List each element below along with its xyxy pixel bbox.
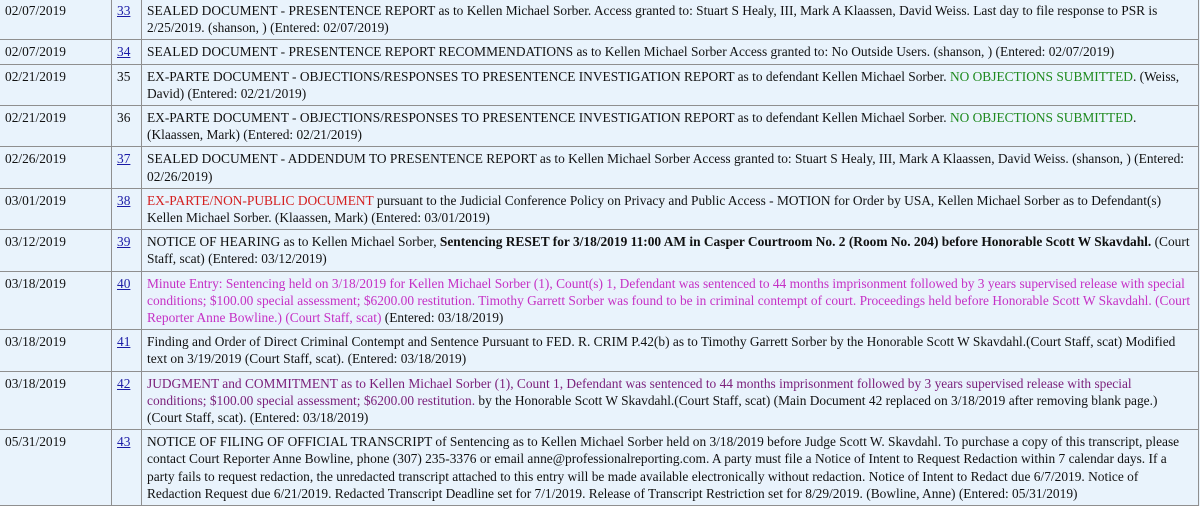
docket-row — [0, 188, 1199, 229]
docket-text-segment: SEALED DOCUMENT - PRESENTENCE REPORT RECOMMENDATIONS as to Kellen Michael Sorber Access granted to: No Outside Users. (shanson, ) (Entered: 02/07/2019) — [147, 44, 1115, 60]
document-number-link[interactable]: 42 — [117, 375, 131, 391]
entry-date: 03/18/2019 — [0, 271, 112, 330]
docket-row — [0, 0, 1199, 40]
entry-date: 03/18/2019 — [0, 371, 112, 430]
entry-date: 03/18/2019 — [0, 330, 112, 371]
entry-number-cell — [112, 64, 142, 105]
docket-row — [0, 147, 1199, 188]
entry-date: 02/07/2019 — [0, 40, 112, 64]
document-number: 35 — [117, 68, 131, 84]
docket-row — [0, 271, 1199, 330]
docket-row — [0, 230, 1199, 271]
entry-date: 02/21/2019 — [0, 106, 112, 147]
docket-text-segment: JUDGMENT and COMMITMENT as to Kellen Michael Sorber (1), Count 1, Defendant was sentenced to 44 months imprisonment followed by 3 years supervised release with special conditions; $100.00 special assessment; $6200.00 restitution. — [147, 375, 1132, 408]
docket-row — [0, 64, 1199, 105]
docket-row — [0, 40, 1199, 64]
entry-number-cell — [112, 271, 142, 330]
document-number-link[interactable]: 41 — [117, 334, 131, 350]
docket-text-segment: . (Weiss, David) (Entered: 02/21/2019) — [147, 68, 1180, 101]
document-number: 36 — [117, 110, 131, 126]
docket-text-segment: Minute Entry: Sentencing held on 3/18/2019 for Kellen Michael Sorber (1), Count(s) 1, Defendant was sentenced to 44 months imprisonment followed by 3 years supervised release with special conditions; $100.00 special assessment; $6200.00 restitution. Timothy Garrett Sorber was found to be in criminal contempt of court. Proceedings held before Honorable Scott W Skavdahl. (Court Reporter Anne Bowline.) (Court Staff, scat) — [147, 275, 1191, 326]
entry-date: 02/26/2019 — [0, 147, 112, 188]
docket-row — [0, 371, 1199, 430]
docket-text-segment: SEALED DOCUMENT - PRESENTENCE REPORT as to Kellen Michael Sorber. Access granted to: Stuart S Healy, III, Mark A Klaassen, David Weiss. Last day to file response to PSR is 2/25/2019. (shanson, ) (Entered: 02/07/2019) — [147, 3, 1158, 36]
docket-text-segment: . (Klaassen, Mark) (Entered: 02/21/2019) — [147, 110, 1137, 143]
docket-text — [142, 330, 1199, 371]
docket-text-segment: EX-PARTE/NON-PUBLIC DOCUMENT — [147, 192, 374, 208]
docket-text-segment: Finding and Order of Direct Criminal Contempt and Sentence Pursuant to FED. R. CRIM P.42(b) as to Timothy Garrett Sorber by the Honorable Scott W Skavdahl.(Court Staff, scat) Modified text on 3/19/2019 (Court Staff, scat). (Entered: 03/18/2019) — [147, 334, 1176, 367]
entry-number-cell — [112, 0, 142, 40]
docket-text — [142, 371, 1199, 430]
docket-text — [142, 40, 1199, 64]
docket-text — [142, 430, 1199, 506]
docket-text-segment: (Entered: 03/18/2019) — [381, 310, 504, 326]
docket-text-segment: (Court Staff, scat) (Entered: 03/12/2019) — [147, 234, 1190, 267]
entry-number-cell — [112, 40, 142, 64]
document-number-link[interactable]: 34 — [117, 44, 131, 60]
entry-number-cell — [112, 430, 142, 506]
entry-number-cell — [112, 188, 142, 229]
entry-date: 03/01/2019 — [0, 188, 112, 229]
docket-text-segment: NOTICE OF FILING OF OFFICIAL TRANSCRIPT of Sentencing as to Kellen Michael Sorber held on 3/18/2019 before Judge Scott W. Skavdahl. To purchase a copy of this transcript, please contact Court Reporter Anne Bowline, phone (307) 235-3376 or email anne@professionalreporting.com. A party must file a Notice of Intent to Request Redaction within 7 calendar days. If a party fails to request redaction, the unredacted transcript attached to this entry will be made available electronically without redaction. Notice of Intent to Redact due 6/7/2019. Notice of Redaction Request due 6/21/2019. Redacted Transcript Deadline set for 7/1/2019. Release of Transcript Restriction set for 8/29/2019. (Bowline, Anne) (Entered: 05/31/2019) — [147, 434, 1180, 501]
document-number-link[interactable]: 43 — [117, 434, 131, 450]
docket-text — [142, 271, 1199, 330]
entry-number-cell — [112, 330, 142, 371]
docket-text-segment: EX-PARTE DOCUMENT - OBJECTIONS/RESPONSES TO PRESENTENCE INVESTIGATION REPORT as to defendant Kellen Michael Sorber. — [147, 110, 950, 126]
docket-text-segment: NO OBJECTIONS SUBMITTED — [949, 68, 1133, 84]
docket-text — [142, 147, 1199, 188]
docket-text — [142, 64, 1199, 105]
entry-date: 03/12/2019 — [0, 230, 112, 271]
document-number-link[interactable]: 38 — [117, 192, 131, 208]
docket-text-segment: EX-PARTE DOCUMENT - OBJECTIONS/RESPONSES TO PRESENTENCE INVESTIGATION REPORT as to defendant Kellen Michael Sorber. — [147, 68, 950, 84]
document-number-link[interactable]: 40 — [117, 275, 131, 291]
entry-number-cell — [112, 147, 142, 188]
docket-text — [142, 230, 1199, 271]
entry-number-cell — [112, 106, 142, 147]
document-number-link[interactable]: 33 — [117, 3, 131, 18]
entry-date: 05/31/2019 — [0, 430, 112, 506]
entry-number-cell — [112, 371, 142, 430]
entry-date: 02/07/2019 — [0, 0, 112, 40]
entry-date: 02/21/2019 — [0, 64, 112, 105]
docket-text-segment: NOTICE OF HEARING as to Kellen Michael Sorber, — [147, 234, 440, 250]
document-number-link[interactable]: 39 — [117, 234, 131, 250]
docket-text — [142, 106, 1199, 147]
docket-row — [0, 330, 1199, 371]
docket-text-segment: pursuant to the Judicial Conference Policy on Privacy and Public Access - MOTION for Order by USA, Kellen Michael Sorber as to Defendant(s) Kellen Michael Sorber. (Klaassen, Mark) (Entered: 03/01/2019) — [147, 192, 1162, 226]
docket-row — [0, 430, 1199, 506]
docket-text-segment: by the Honorable Scott W Skavdahl.(Court Staff, scat) (Main Document 42 replaced on 3/18/2019 after removing blank page.) (Court Staff, scat). (Entered: 03/18/2019) — [147, 392, 1158, 426]
docket-row — [0, 106, 1199, 147]
docket-text — [142, 188, 1199, 229]
entry-number-cell — [112, 230, 142, 271]
docket-text — [142, 0, 1199, 40]
docket-text-segment: Sentencing RESET for 3/18/2019 11:00 AM in Casper Courtroom No. 2 (Room No. 204) before Honorable Scott W Skavdahl. — [439, 234, 1152, 250]
docket-text-segment: SEALED DOCUMENT - ADDENDUM TO PRESENTENCE REPORT as to Kellen Michael Sorber Access granted to: Stuart S Healy, III, Mark A Klaassen, David Weiss. (shanson, ) (Entered: 02/26/2019) — [147, 151, 1184, 184]
docket-text-segment: NO OBJECTIONS SUBMITTED — [949, 110, 1133, 126]
document-number-link[interactable]: 37 — [117, 151, 131, 167]
